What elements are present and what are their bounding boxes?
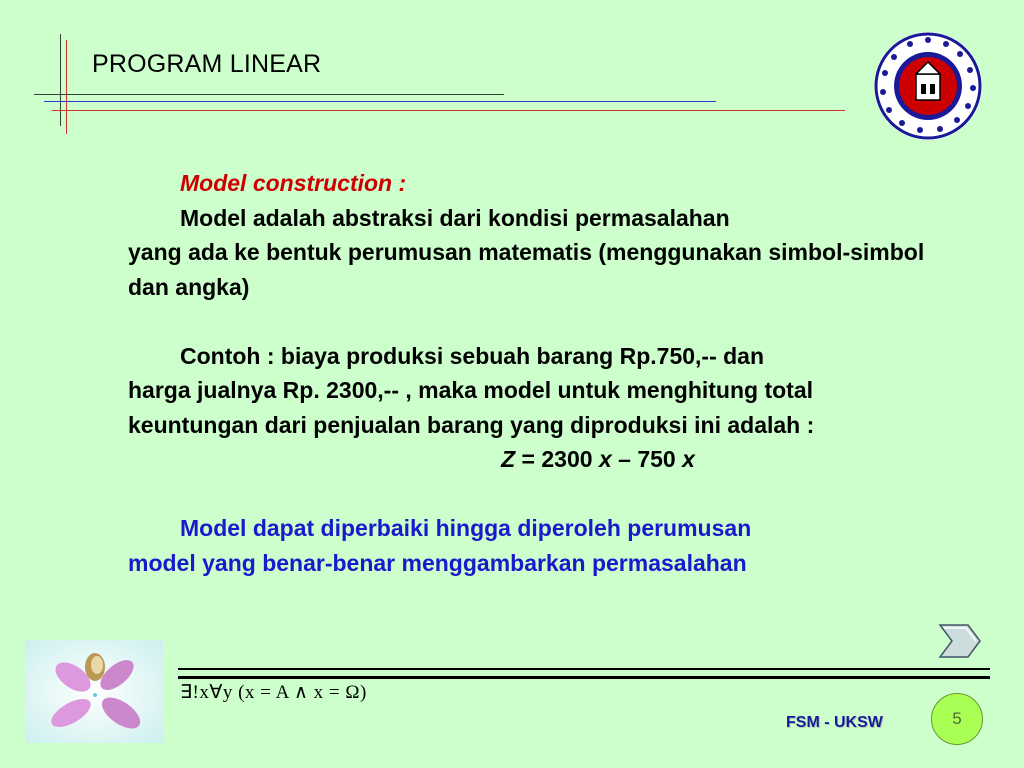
header-line-dark <box>34 94 504 95</box>
improvement-rest: model yang benar-benar menggambarkan permasalahan <box>128 549 747 576</box>
slide-title: PROGRAM LINEAR <box>92 50 322 78</box>
section-heading: Model construction : <box>180 170 407 196</box>
formula-part1: = 2300 <box>515 446 599 472</box>
profit-formula <box>128 442 928 477</box>
example-rest: harga jualnya Rp. 2300,-- , maka model untuk menghitung total keuntungan dari penjualan barang yang diproduksi ini adalah : <box>128 377 815 438</box>
header-line-blue <box>44 101 716 102</box>
example-paragraph <box>128 339 928 443</box>
page-number-badge <box>931 693 983 745</box>
slide-content <box>128 166 928 580</box>
header-vertical-line-dark <box>60 34 61 126</box>
definition-paragraph <box>128 201 928 305</box>
page-number: 5 <box>952 709 962 728</box>
definition-first-line: Model adalah abstraksi dari kondisi permasalahan <box>180 204 730 231</box>
formula-var-z: Z <box>501 446 516 472</box>
next-arrow-icon[interactable] <box>938 623 982 659</box>
formula-var-x1: x <box>598 446 612 472</box>
header-line-red <box>52 110 845 111</box>
definition-rest: yang ada ke bentuk perumusan matematis (menggunakan simbol-simbol dan angka) <box>128 239 925 300</box>
footer-brand: FSM - UKSW <box>786 714 883 731</box>
example-first-line: Contoh : biaya produksi sebuah barang Rp.750,-- dan <box>180 342 765 369</box>
logic-formula: ∃!x∀y (x = A ∧ x = Ω) <box>180 682 367 703</box>
improvement-first-line: Model dapat diperbaiki hingga diperoleh perumusan <box>180 515 752 541</box>
university-seal-icon <box>872 30 984 142</box>
footer-line-top <box>178 668 990 670</box>
formula-part2: – 750 <box>611 446 683 472</box>
flower-image-icon <box>25 640 163 743</box>
formula-var-x2: x <box>682 446 695 472</box>
header-vertical-line-red <box>66 40 67 134</box>
footer-line-bottom <box>178 676 990 679</box>
improvement-paragraph <box>128 511 928 580</box>
